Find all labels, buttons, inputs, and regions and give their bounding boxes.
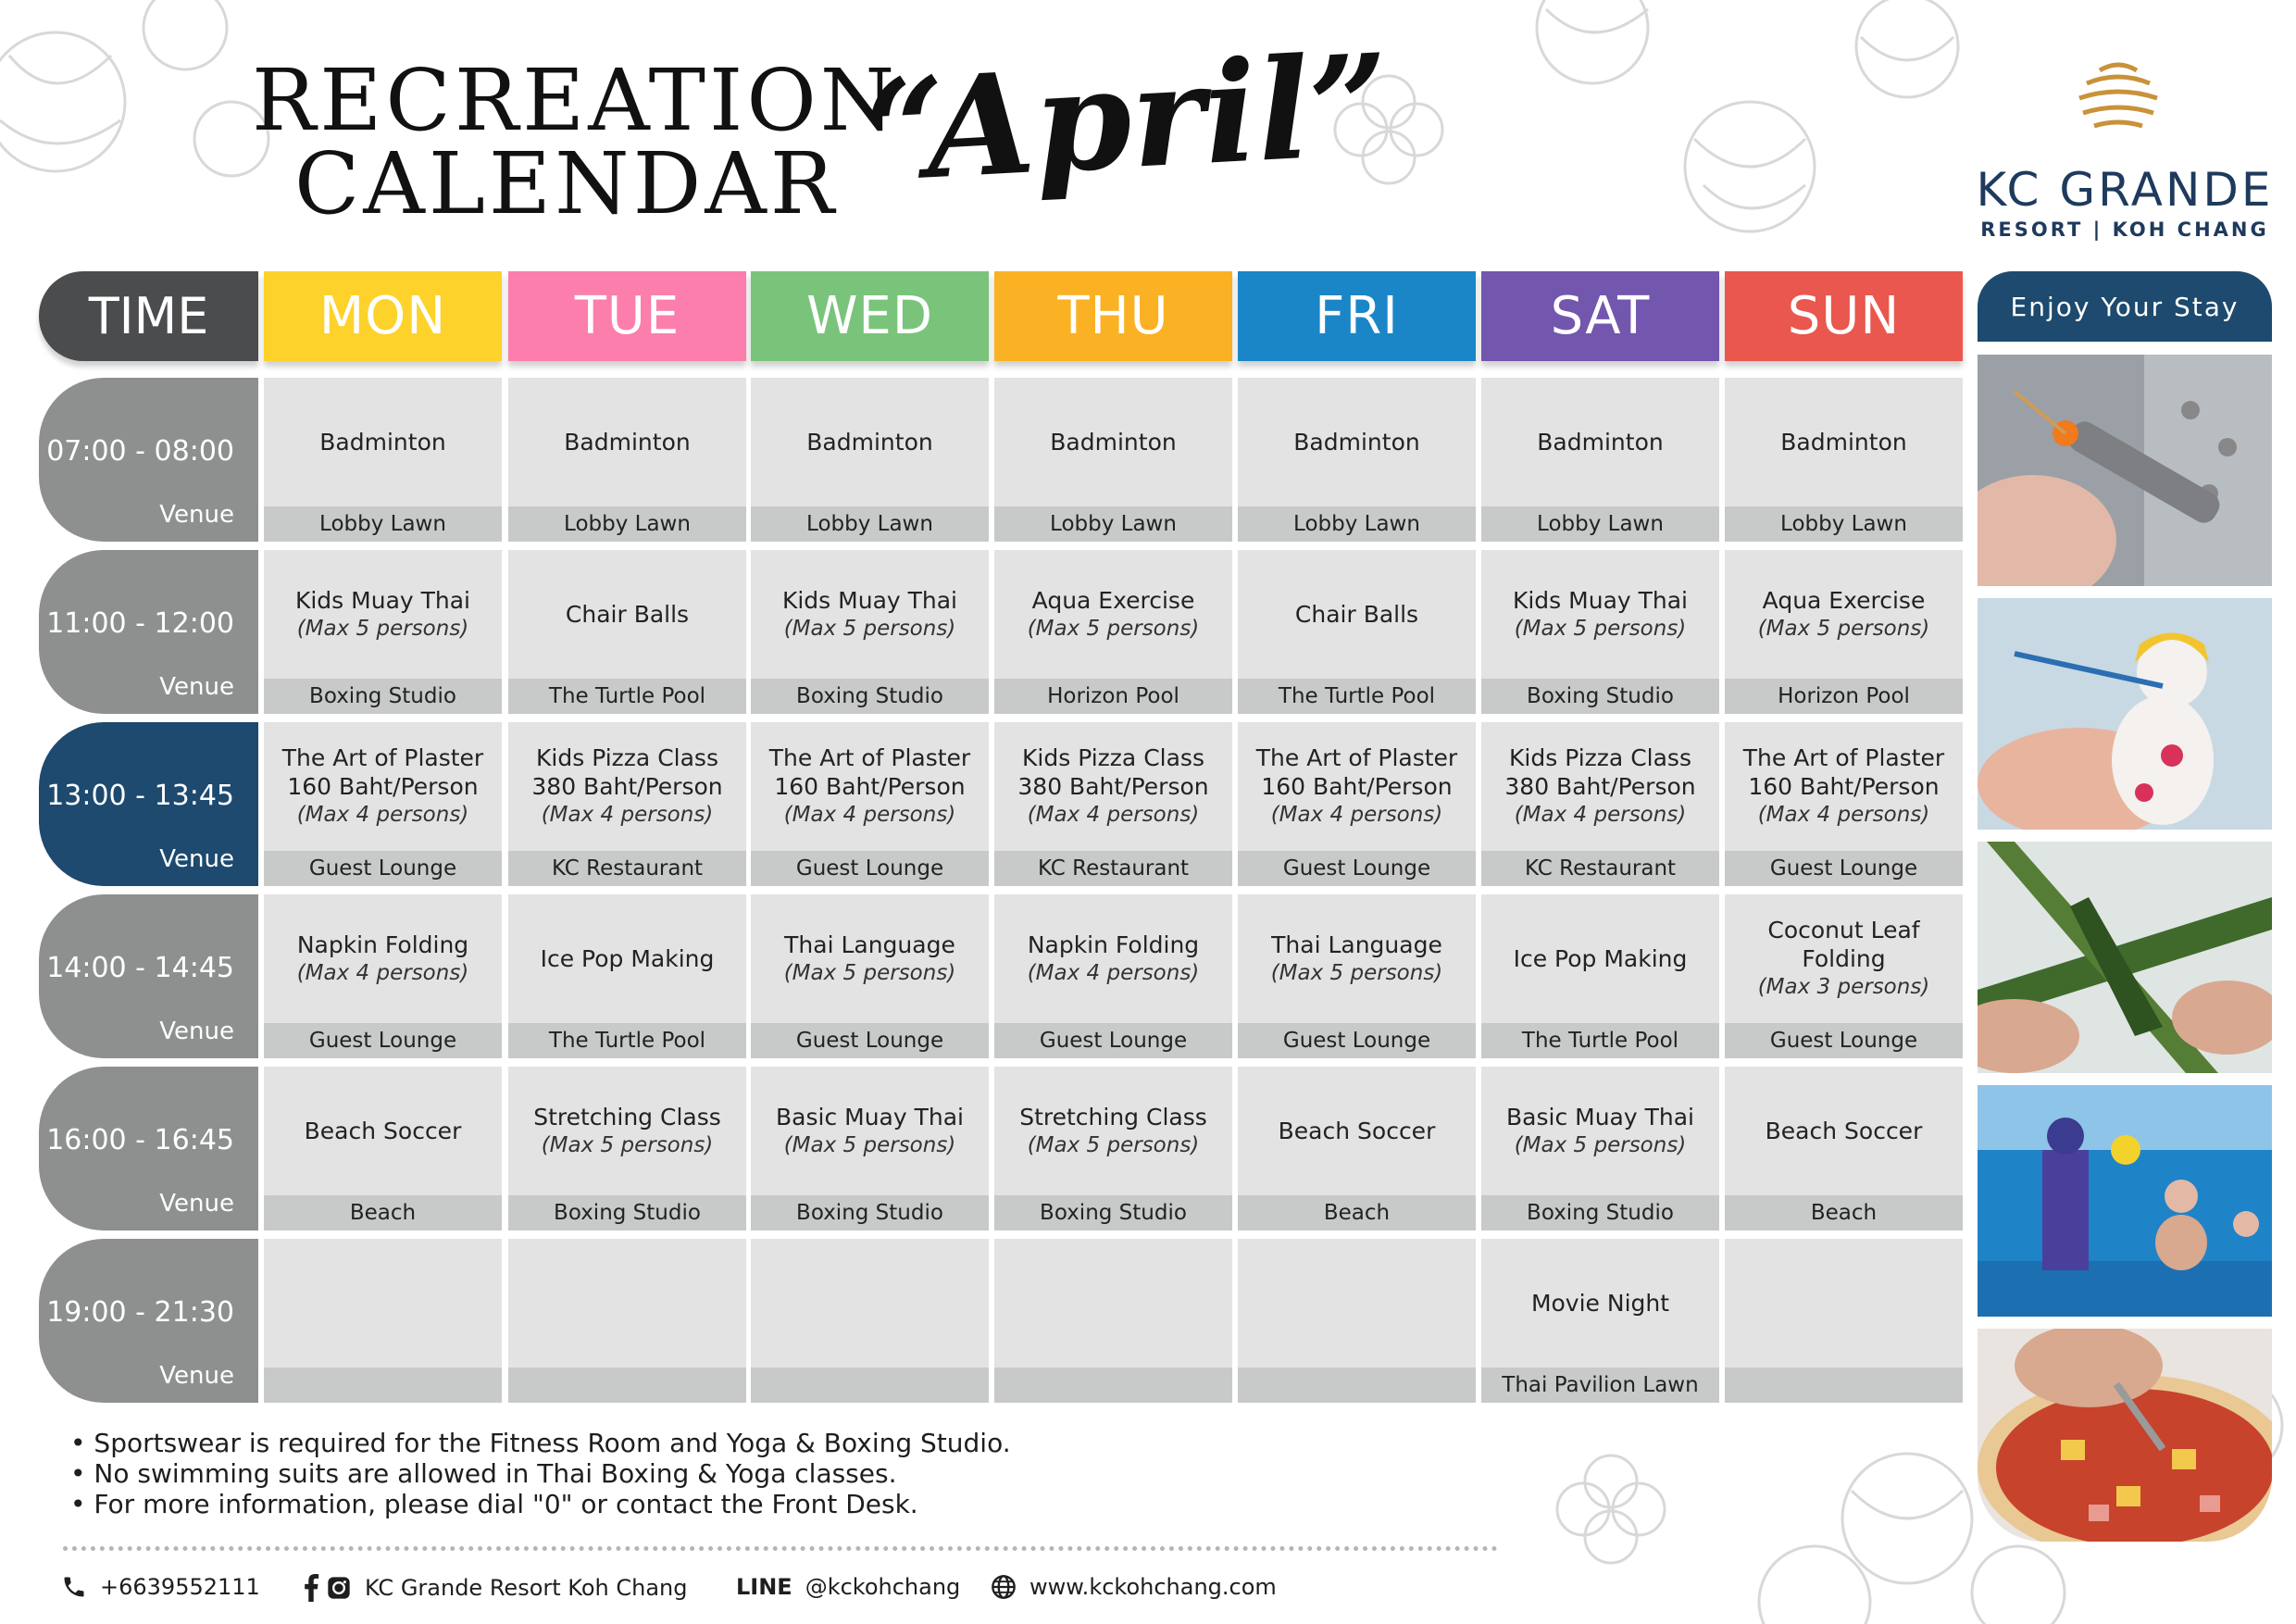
line-icon: LINE (736, 1574, 792, 1600)
activity-name: Ice Pop Making (540, 945, 715, 972)
activity-block (264, 550, 502, 679)
activity-block (264, 378, 502, 506)
footer-divider (63, 1546, 1498, 1551)
activity-capacity: (Max 5 persons) (296, 616, 469, 641)
line-id: @kckohchang (805, 1574, 961, 1600)
title-recreation: RECREATION (252, 51, 899, 150)
activity-venue: Thai Pavilion Lawn (1481, 1368, 1719, 1403)
photo-pizza-class (1978, 1329, 2272, 1542)
activity-cell (751, 894, 989, 1058)
month-title: “April” (861, 23, 1394, 214)
activity-venue: KC Restaurant (994, 851, 1232, 886)
day-header-0: MON (264, 271, 502, 361)
activity-block (751, 1067, 989, 1195)
activity-name: Chair Balls (1294, 601, 1419, 628)
activity-venue: Guest Lounge (1725, 851, 1963, 886)
activity-cell (994, 722, 1232, 886)
activity-venue (751, 1368, 989, 1403)
activity-venue: Guest Lounge (264, 1023, 502, 1058)
activity-capacity: (Max 5 persons) (1757, 616, 1930, 641)
activity-block (1725, 1067, 1963, 1195)
activity-block (1481, 894, 1719, 1023)
activity-venue: Beach (1725, 1195, 1963, 1230)
activity-venue: Boxing Studio (751, 679, 989, 714)
activity-cell (264, 1067, 502, 1230)
activity-block (994, 378, 1232, 506)
venue-label: Venue (159, 1018, 234, 1045)
activity-venue: Lobby Lawn (1238, 506, 1476, 542)
activity-cell (1481, 722, 1719, 886)
venue-label: Venue (159, 1190, 234, 1218)
activity-cell (1481, 550, 1719, 714)
footer-phone[interactable] (61, 1574, 260, 1600)
activity-cell (1481, 1239, 1719, 1403)
activity-block (264, 1067, 502, 1195)
activity-name: Beach Soccer (1765, 1118, 1923, 1144)
venue-label: Venue (159, 673, 234, 701)
time-range: 07:00 - 08:00 (46, 435, 234, 468)
activity-block (751, 550, 989, 679)
day-header-2: WED (751, 271, 989, 361)
activity-cell (1238, 550, 1476, 714)
activity-cell (508, 722, 746, 886)
time-slot (39, 722, 258, 886)
activity-venue: Lobby Lawn (1725, 506, 1963, 542)
activity-block (508, 1067, 746, 1195)
activity-capacity: (Max 5 persons) (1027, 616, 1200, 641)
activity-block (994, 722, 1232, 851)
activity-block (994, 1067, 1232, 1195)
activity-name: Thai Language (784, 931, 955, 958)
activity-cell (994, 550, 1232, 714)
venue-label: Venue (159, 1362, 234, 1390)
activity-name: Coconut Leaf Folding (1767, 917, 1920, 972)
activity-name: Badminton (1050, 429, 1177, 456)
activity-capacity: (Max 4 persons) (296, 960, 469, 985)
footer-line[interactable] (736, 1574, 960, 1600)
title-calendar: CALENDAR (294, 134, 839, 233)
globe-icon (991, 1574, 1017, 1600)
activity-venue: Boxing Studio (1481, 1195, 1719, 1230)
enjoy-your-stay-header: Enjoy Your Stay (1978, 271, 2272, 342)
activity-name: Badminton (806, 429, 933, 456)
activity-capacity: (Max 4 persons) (783, 803, 956, 827)
activity-capacity: (Max 4 persons) (1757, 803, 1930, 827)
activity-block (1238, 378, 1476, 506)
day-header-1: TUE (508, 271, 746, 361)
activity-name: Kids Muay Thai (1512, 586, 1689, 614)
activity-cell (508, 1239, 746, 1403)
activity-venue: The Turtle Pool (508, 679, 746, 714)
day-header-4: FRI (1238, 271, 1476, 361)
activity-name: Beach Soccer (304, 1118, 462, 1144)
activity-cell (1238, 1239, 1476, 1403)
activity-cell (994, 894, 1232, 1058)
activity-name: Aqua Exercise (1031, 586, 1195, 614)
activity-venue: Guest Lounge (1725, 1023, 1963, 1058)
photo-coconut-leaf (1978, 842, 2272, 1073)
activity-cell (994, 1239, 1232, 1403)
activity-capacity: (Max 5 persons) (783, 1132, 956, 1157)
activity-cell (1238, 378, 1476, 542)
activity-block (1481, 550, 1719, 679)
activity-block (1238, 1239, 1476, 1368)
activity-venue: Guest Lounge (1238, 851, 1476, 886)
activity-name: Basic Muay Thai (1506, 1103, 1694, 1131)
activity-name: Basic Muay Thai (776, 1103, 964, 1131)
activity-cell (1725, 722, 1963, 886)
activity-block (751, 722, 989, 851)
activity-cell (264, 894, 502, 1058)
activity-name: Chair Balls (565, 601, 690, 628)
activity-cell (1725, 1239, 1963, 1403)
photo-plaster-doll (1978, 598, 2272, 830)
activity-capacity: (Max 4 persons) (296, 803, 469, 827)
activity-block (1481, 1239, 1719, 1368)
activity-venue: Guest Lounge (751, 851, 989, 886)
activity-block (264, 722, 502, 851)
activity-venue (994, 1368, 1232, 1403)
time-range: 16:00 - 16:45 (46, 1124, 234, 1156)
note-swimsuits: • No swimming suits are allowed in Thai Boxing & Yoga classes. (70, 1458, 897, 1489)
activity-venue (1238, 1368, 1476, 1403)
activity-venue: Boxing Studio (751, 1195, 989, 1230)
venue-label: Venue (159, 845, 234, 873)
time-range: 13:00 - 13:45 (46, 780, 234, 812)
activity-venue: Guest Lounge (1238, 1023, 1476, 1058)
activity-venue: KC Restaurant (508, 851, 746, 886)
activity-cell (751, 722, 989, 886)
website-url: www.kckohchang.com (1029, 1574, 1277, 1600)
venue-label: Venue (159, 501, 234, 529)
activity-block (1238, 894, 1476, 1023)
activity-name: The Art of Plaster 160 Baht/Person (1742, 744, 1945, 800)
activity-block (994, 894, 1232, 1023)
note-sportswear: • Sportswear is required for the Fitness Room and Yoga & Boxing Studio. (70, 1428, 1011, 1458)
activity-name: Kids Muay Thai (294, 586, 471, 614)
activity-cell (264, 1239, 502, 1403)
activity-venue: Lobby Lawn (751, 506, 989, 542)
activity-block (1725, 550, 1963, 679)
day-header-6: SUN (1725, 271, 1963, 361)
activity-venue: Horizon Pool (994, 679, 1232, 714)
activity-cell (508, 1067, 746, 1230)
activity-venue: Horizon Pool (1725, 679, 1963, 714)
activity-capacity: (Max 5 persons) (541, 1132, 714, 1157)
activity-venue: Lobby Lawn (264, 506, 502, 542)
activity-venue: The Turtle Pool (1238, 679, 1476, 714)
activity-cell (264, 722, 502, 886)
activity-block (994, 550, 1232, 679)
photo-aqua-exercise (1978, 1085, 2272, 1317)
activity-venue: Guest Lounge (751, 1023, 989, 1058)
activity-venue: Boxing Studio (508, 1195, 746, 1230)
activity-cell (508, 894, 746, 1058)
activity-block (1725, 722, 1963, 851)
activity-venue: Guest Lounge (994, 1023, 1232, 1058)
time-range: 11:00 - 12:00 (46, 607, 234, 640)
activity-name: Ice Pop Making (1513, 945, 1688, 972)
activity-venue: Lobby Lawn (508, 506, 746, 542)
activity-name: The Art of Plaster 160 Baht/Person (1255, 744, 1458, 800)
activity-cell (751, 378, 989, 542)
activity-block (1481, 1067, 1719, 1195)
activity-name: Thai Language (1271, 931, 1442, 958)
photo-plaster-art (1978, 355, 2272, 586)
activity-cell (508, 550, 746, 714)
activity-block (751, 894, 989, 1023)
activity-name: Badminton (1537, 429, 1664, 456)
day-header-3: THU (994, 271, 1232, 361)
activity-block (1481, 722, 1719, 851)
activity-name: Badminton (1780, 429, 1907, 456)
kc-grande-logo-mark (2074, 57, 2163, 141)
activity-venue: Boxing Studio (264, 679, 502, 714)
activity-cell (994, 378, 1232, 542)
instagram-icon (326, 1575, 352, 1601)
activity-name: Beach Soccer (1278, 1118, 1436, 1144)
time-slot (39, 1067, 258, 1230)
activity-venue: The Turtle Pool (1481, 1023, 1719, 1058)
activity-block (1725, 378, 1963, 506)
logo-tagline: RESORT | KOH CHANG (1980, 219, 2269, 241)
activity-cell (1481, 1067, 1719, 1230)
activity-block (1238, 722, 1476, 851)
activity-venue: Lobby Lawn (1481, 506, 1719, 542)
activity-capacity: (Max 5 persons) (1514, 1132, 1687, 1157)
day-header-5: SAT (1481, 271, 1719, 361)
activity-block (508, 894, 746, 1023)
activity-name: Kids Pizza Class 380 Baht/Person (1017, 744, 1209, 800)
activity-capacity: (Max 4 persons) (1027, 803, 1200, 827)
activity-venue: The Turtle Pool (508, 1023, 746, 1058)
activity-capacity: (Max 4 persons) (541, 803, 714, 827)
activity-name: Napkin Folding (1027, 931, 1200, 958)
activity-cell (1238, 1067, 1476, 1230)
activity-venue (508, 1368, 746, 1403)
logo-name: KC GRANDE (1976, 163, 2274, 217)
time-slot (39, 1239, 258, 1403)
activity-cell (1725, 378, 1963, 542)
activity-venue: Lobby Lawn (994, 506, 1232, 542)
activity-cell (1238, 894, 1476, 1058)
activity-block (508, 722, 746, 851)
activity-name: The Art of Plaster 160 Baht/Person (768, 744, 971, 800)
activity-capacity: (Max 5 persons) (1270, 960, 1443, 985)
activity-block (751, 1239, 989, 1368)
activity-capacity: (Max 4 persons) (1270, 803, 1443, 827)
activity-cell (751, 1067, 989, 1230)
activity-capacity: (Max 4 persons) (1514, 803, 1687, 827)
activity-name: Kids Pizza Class 380 Baht/Person (1504, 744, 1696, 800)
activity-name: Aqua Exercise (1762, 586, 1926, 614)
activity-capacity: (Max 5 persons) (1514, 616, 1687, 641)
activity-name: Stretching Class (1019, 1103, 1207, 1131)
activity-block (264, 894, 502, 1023)
activity-venue: Boxing Studio (994, 1195, 1232, 1230)
activity-name: Badminton (564, 429, 691, 456)
note-front-desk: • For more information, please dial "0" or contact the Front Desk. (70, 1489, 918, 1519)
phone-number: +6639552111 (100, 1574, 260, 1600)
activity-cell (1725, 550, 1963, 714)
activity-capacity: (Max 5 persons) (783, 960, 956, 985)
activity-cell (1481, 894, 1719, 1058)
activity-venue: Beach (1238, 1195, 1476, 1230)
activity-name: Stretching Class (533, 1103, 721, 1131)
activity-block (508, 378, 746, 506)
activity-name: Badminton (319, 429, 446, 456)
activity-cell (264, 550, 502, 714)
activity-venue (1725, 1368, 1963, 1403)
activity-capacity: (Max 4 persons) (1027, 960, 1200, 985)
activity-venue: Guest Lounge (264, 851, 502, 886)
activity-cell (1725, 1067, 1963, 1230)
activity-block (1725, 1239, 1963, 1368)
activity-venue (264, 1368, 502, 1403)
activity-cell (1481, 378, 1719, 542)
footer-social[interactable] (302, 1574, 687, 1602)
activity-block (508, 1239, 746, 1368)
time-range: 19:00 - 21:30 (46, 1296, 234, 1329)
activity-cell (751, 1239, 989, 1403)
activity-name: Badminton (1293, 429, 1420, 456)
activity-name: Kids Muay Thai (781, 586, 958, 614)
activity-cell (264, 378, 502, 542)
time-range: 14:00 - 14:45 (46, 952, 234, 984)
activity-name: Kids Pizza Class 380 Baht/Person (531, 744, 723, 800)
activity-capacity: (Max 5 persons) (783, 616, 956, 641)
activity-block (1238, 1067, 1476, 1195)
social-name: KC Grande Resort Koh Chang (365, 1575, 688, 1601)
activity-block (1725, 894, 1963, 1023)
activity-block (1481, 378, 1719, 506)
activity-venue: KC Restaurant (1481, 851, 1719, 886)
activity-cell (751, 550, 989, 714)
facebook-icon (302, 1574, 320, 1602)
activity-name: The Art of Plaster 160 Baht/Person (281, 744, 484, 800)
activity-cell (1725, 894, 1963, 1058)
time-slot (39, 378, 258, 542)
activity-block (751, 378, 989, 506)
activity-cell (1238, 722, 1476, 886)
activity-block (994, 1239, 1232, 1368)
time-column-header: TIME (39, 271, 258, 361)
activity-cell (994, 1067, 1232, 1230)
time-slot (39, 550, 258, 714)
activity-name: Movie Night (1530, 1290, 1670, 1317)
footer-website[interactable] (991, 1574, 1277, 1600)
activity-capacity: (Max 5 persons) (1027, 1132, 1200, 1157)
activity-block (508, 550, 746, 679)
activity-block (264, 1239, 502, 1368)
time-slot (39, 894, 258, 1058)
phone-icon (61, 1574, 87, 1600)
activity-venue: Boxing Studio (1481, 679, 1719, 714)
activity-name: Napkin Folding (296, 931, 469, 958)
activity-venue: Beach (264, 1195, 502, 1230)
activity-cell (508, 378, 746, 542)
activity-capacity: (Max 3 persons) (1757, 975, 1930, 999)
activity-block (1238, 550, 1476, 679)
